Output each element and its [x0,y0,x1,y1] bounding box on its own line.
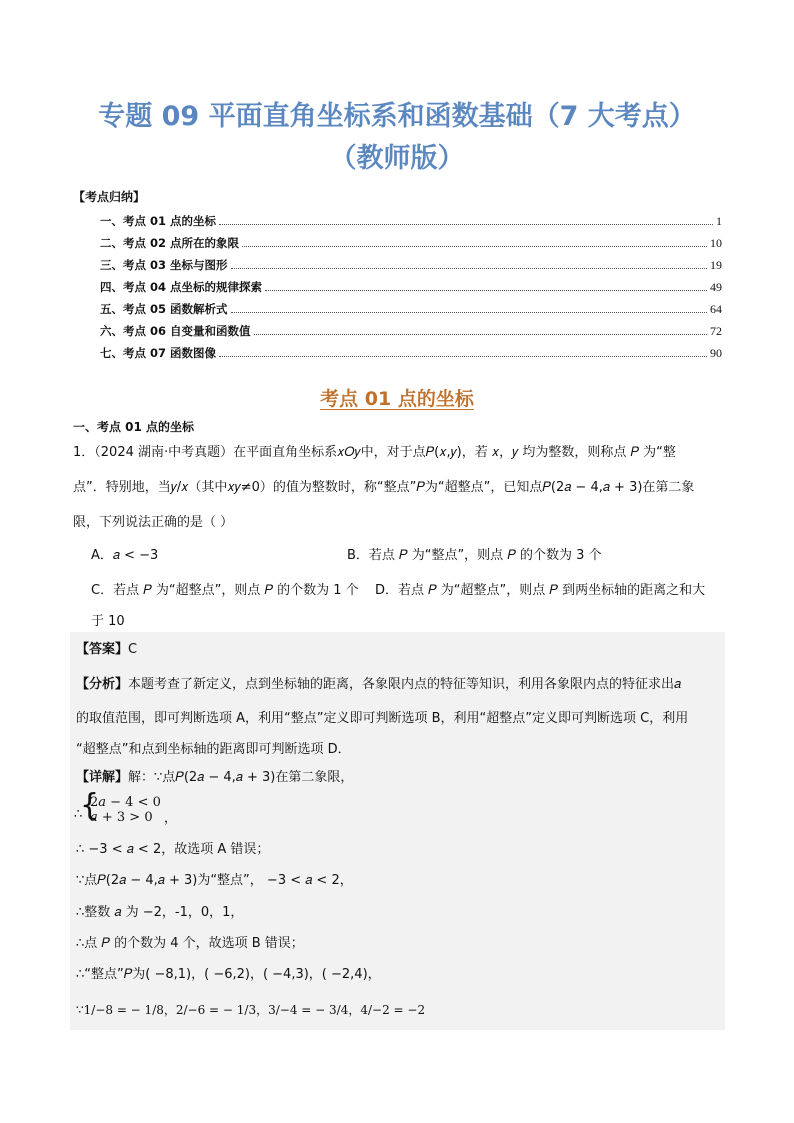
toc-item[interactable] [100,317,722,339]
system-row: 𝑎 + 3 > 0 [90,810,153,825]
analysis-line: 的取值范围，即可判断选项 A，利用“整点”定义即可判断选项 B，利用“超整点”定义即可判断选项 C，利用 [76,711,689,726]
toc-item-page: 90 [710,346,722,360]
toc-item[interactable] [100,229,722,251]
system-row: 2𝑎 − 4 < 0 [90,795,161,810]
toc-item-label: 七、考点 07 函数图像 [100,346,217,360]
question-text-line: 限，下列说法正确的是（ ） [73,515,234,530]
analysis-label: 【分析】 [76,677,129,692]
table-of-contents [100,207,722,361]
toc-item-label: 五、考点 05 函数解析式 [100,302,228,316]
toc-leader-dots [219,224,713,225]
analysis-line [76,675,722,695]
section-title-text: 考点 01 点的坐标 [320,388,474,410]
fraction-line: ∵1/−8 = − 1/8，2/−6 = − 1/3，3/−4 = − 3/4，4/−2 = −2 [76,1003,426,1017]
analysis-line: “超整点”和点到坐标轴的距离即可判断选项 D． [76,742,351,757]
toc-item-page: 64 [710,302,722,316]
toc-leader-dots [219,356,707,357]
therefore-symbol: ∴ [74,807,83,822]
detail-line [76,768,722,788]
answer-label: 【答案】 [76,642,129,657]
detail-label: 【详解】 [76,770,129,785]
option-b: B．若点 𝑃 为“整点”，则点 𝑃 的个数为 3 个 [347,548,602,563]
toc-item-label: 三、考点 03 坐标与图形 [100,258,228,272]
toc-item-page: 72 [710,324,722,338]
question-text-line: 点”．特别地，当𝑦/𝑥（其中𝑥𝑦≠0）的值为整数时，称“整点”𝑃为“超整点”，已知点𝑃(2𝑎 − 4,𝑎 + 3)在第二象 [73,480,695,495]
toc-item-page: 49 [710,280,722,294]
toc-item[interactable] [100,273,722,295]
toc-leader-dots [231,268,707,269]
system-suffix: ， [164,811,178,826]
toc-item-page: 10 [710,236,722,250]
toc-item-page: 19 [710,258,722,272]
section-title [0,384,794,411]
toc-leader-dots [231,312,707,313]
toc-item-label: 六、考点 06 自变量和函数值 [100,324,251,338]
question-text-line: 1．（2024 湖南·中考真题）在平面直角坐标系𝑥𝑂𝑦中，对于点𝑃(𝑥,𝑦)，若 𝑥，𝑦 均为整数，则称点 𝑃 为“整 [73,445,676,460]
toc-item-label: 四、考点 04 点坐标的规律探索 [100,280,263,294]
toc-leader-dots [265,290,707,291]
option-a: A．𝑎 < −3 [91,548,159,563]
answer-value: C [128,642,138,657]
toc-leader-dots [242,246,707,247]
detail-line: ∵点𝑃(2𝑎 − 4,𝑎 + 3)为“整点”， −3 < 𝑎 < 2， [76,873,353,888]
toc-leader-dots [254,334,707,335]
brace-symbol: { [80,788,100,823]
option-c: C．若点 𝑃 为“超整点”，则点 𝑃 的个数为 1 个 [91,583,359,598]
detail-line: ∴整数 𝑎 为 −2，-1，0，1， [76,905,244,920]
toc-item[interactable] [100,339,722,361]
answer-line [76,640,722,660]
detail-line: ∴点 𝑃 的个数为 4 个，故选项 B 错误； [76,936,304,951]
analysis-text: 本题考查了新定义，点到坐标轴的距离，各象限内点的特征等知识，利用各象限内点的特征求出𝑎 [128,677,682,692]
detail-text: 解：∵点𝑃(2𝑎 − 4,𝑎 + 3)在第二象限， [128,770,354,785]
section-sub-heading: 一、考点 01 点的坐标 [73,420,195,434]
detail-line: ∴“整点”𝑃为( −8,1)，( −6,2)，( −4,3)，( −2,4)， [76,967,381,982]
document-title: 专题 09 平面直角坐标系和函数基础（7 大考点） [98,101,696,132]
toc-item[interactable] [100,295,722,317]
toc-item[interactable] [100,207,722,229]
toc-item-label: 二、考点 02 点所在的象限 [100,236,240,250]
option-d-continuation: 于 10 [91,614,125,629]
option-d: D．若点 𝑃 为“超整点”，则点 𝑃 到两坐标轴的距离之和大 [375,583,706,598]
toc-item[interactable] [100,251,722,273]
toc-heading: 【考点归纳】 [73,190,146,204]
toc-item-page: 1 [716,214,722,228]
document-subtitle: （教师版） [329,143,465,174]
toc-item-label: 一、考点 01 点的坐标 [100,214,217,228]
detail-line: ∴ −3 < 𝑎 < 2，故选项 A 错误； [76,842,270,857]
